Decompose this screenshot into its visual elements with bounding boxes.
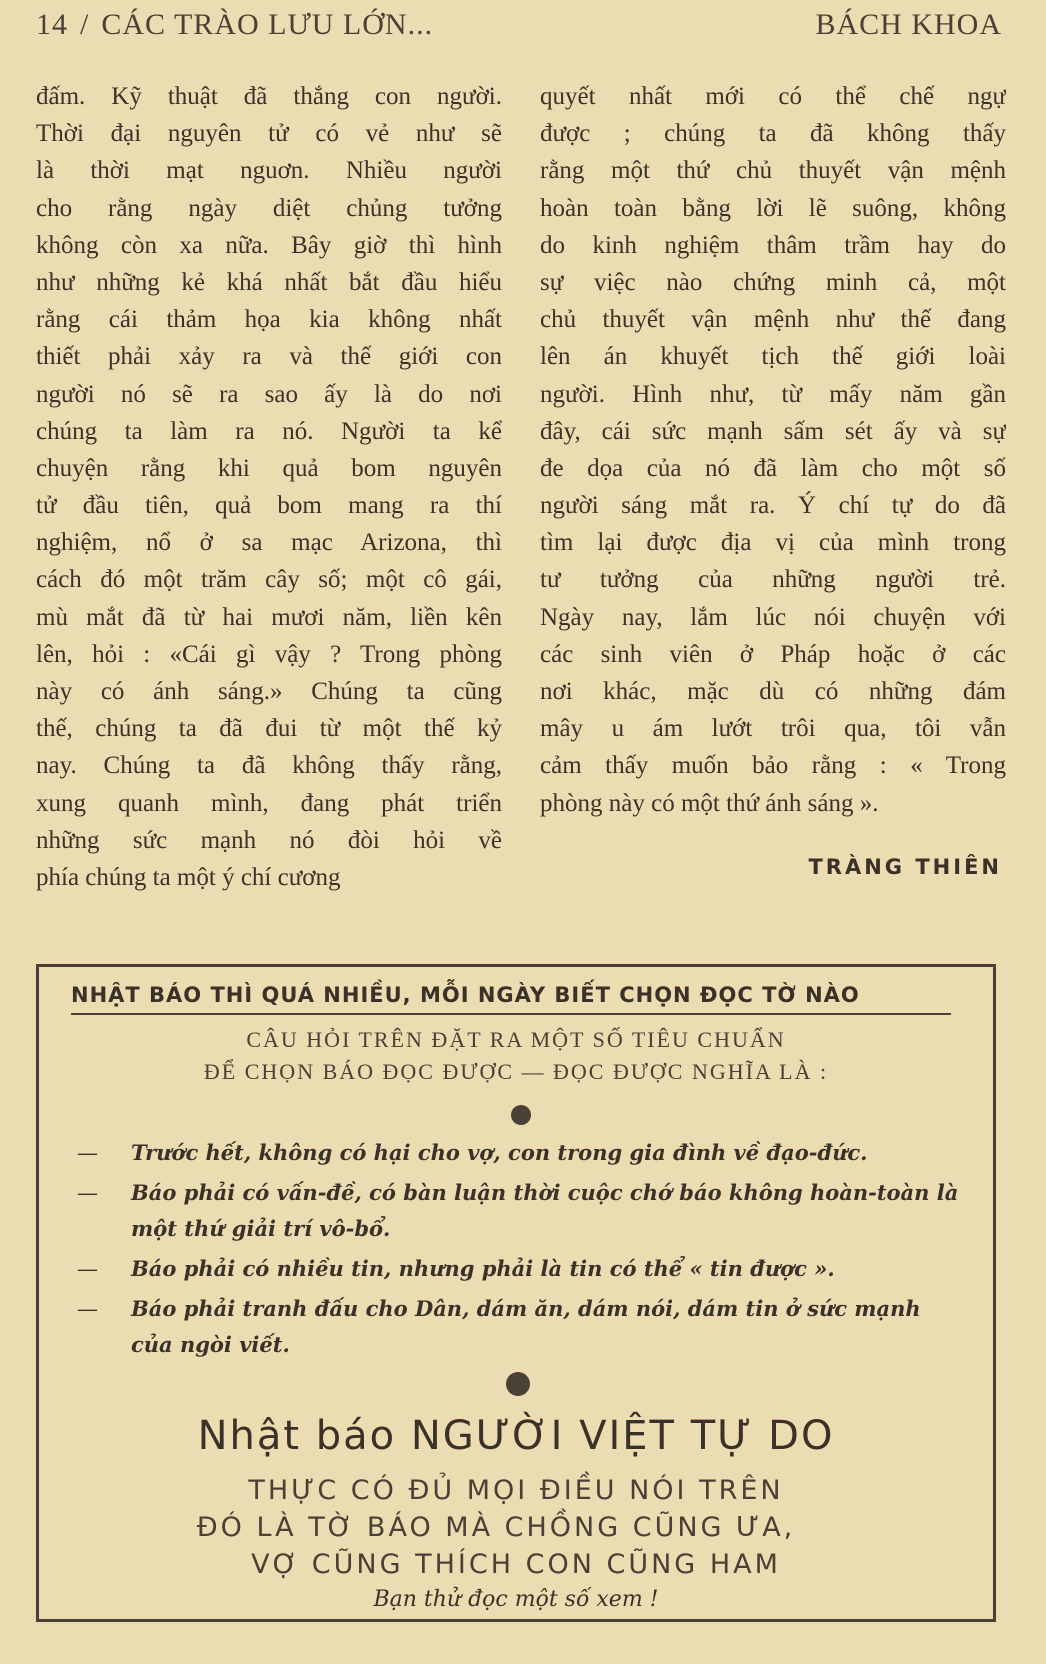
ad-intro-line-2: ĐỂ CHỌN BÁO ĐỌC ĐƯỢC — ĐỌC ĐƯỢC NGHĨA LÀ : bbox=[203, 1059, 829, 1084]
bullet-dot-ornament bbox=[506, 1372, 530, 1396]
article-text-line: được ; chúng ta đã không thấy bbox=[540, 120, 1006, 148]
article-text-line: mây u ám lướt trôi qua, tôi vẫn bbox=[540, 715, 1006, 743]
article-text-line: nghiệm, nổ ở sa mạc Arizona, thì bbox=[36, 529, 502, 557]
article-column-right bbox=[540, 78, 1006, 822]
article-text-line: Ngày nay, lắm lúc nói chuyện với bbox=[540, 603, 1006, 631]
criteria-dash: — bbox=[77, 1257, 98, 1281]
criteria-text: Báo phải có vấn-đề, có bàn luận thời cuộc chớ báo không hoàn-toàn là một thứ giải trí vô-bổ. bbox=[131, 1180, 959, 1241]
article-text-line: hoàn toàn bằng lời lẽ suông, không bbox=[540, 194, 1006, 222]
article-text-line: các sinh viên ở Pháp hoặc ở các bbox=[540, 640, 1006, 668]
article-text-line: không còn xa nữa. Bây giờ thì hình bbox=[36, 231, 502, 259]
article-text-line: là thời mạt nguơn. Nhiều người bbox=[36, 157, 502, 185]
criteria-dash: — bbox=[77, 1141, 98, 1165]
article-text-line: người. Hình như, từ mấy năm gần bbox=[540, 380, 1006, 408]
article-text-line: chuyện rằng khi quả bom nguyên bbox=[36, 454, 502, 482]
criteria-text: Báo phải tranh đấu cho Dân, dám ăn, dám nói, dám tin ở sức mạnh của ngòi viết. bbox=[131, 1296, 921, 1357]
newspaper-brand-title: Nhật báo NGƯỜI VIỆT TỰ DO bbox=[197, 1413, 835, 1459]
advertisement-box bbox=[36, 964, 996, 1622]
article-text-line: thế, chúng ta đã đui từ một thế kỷ bbox=[36, 715, 502, 743]
article-text-line: tư tưởng của những người trẻ. bbox=[540, 566, 1006, 594]
article-text-line: rằng một thứ chủ thuyết vận mệnh bbox=[540, 157, 1006, 185]
article-text-line: người sáng mắt ra. Ý chí tự do đã bbox=[540, 492, 1006, 520]
criteria-item bbox=[69, 1135, 969, 1171]
bullet-dot-ornament bbox=[511, 1105, 531, 1125]
running-header bbox=[36, 8, 1002, 48]
article-text-line: đấm. Kỹ thuật đã thắng con người. bbox=[36, 83, 502, 110]
article-text-line: tìm lại được địa vị của mình trong bbox=[540, 529, 1006, 557]
article-text-line: mù mắt đã từ hai mươi năm, liền kên bbox=[36, 603, 502, 631]
magazine-title: BÁCH KHOA bbox=[815, 8, 1002, 41]
brand-tagline-1: THỰC CÓ ĐỦ MỌI ĐIỀU NÓI TRÊN bbox=[248, 1475, 784, 1506]
criteria-dash: — bbox=[77, 1297, 98, 1321]
article-text-line: này có ánh sáng.» Chúng ta cũng bbox=[36, 678, 502, 705]
criteria-text: Trước hết, không có hại cho vợ, con trong gia đình về đạo-đức. bbox=[131, 1140, 868, 1165]
article-text-line: nay. Chúng ta đã không thấy rằng, bbox=[36, 752, 502, 780]
article-text-line: rằng cái thảm họa kia không nhất bbox=[36, 306, 502, 334]
article-text-line: quyết nhất mới có thể chế ngự bbox=[540, 83, 1006, 110]
article-column-left bbox=[36, 78, 502, 896]
article-text-line: cho rằng ngày diệt chủng tưởng bbox=[36, 194, 502, 222]
article-text-line: chủ thuyết vận mệnh như thế đang bbox=[540, 306, 1006, 334]
article-text-line: sự việc nào chứng minh cả, một bbox=[540, 268, 1006, 296]
call-to-action: Bạn thử đọc một số xem ! bbox=[373, 1587, 659, 1612]
article-text-line: lên, hỏi : «Cái gì vậy ? Trong phòng bbox=[36, 640, 502, 668]
article-text-line: người nó sẽ ra sao ấy là do nơi bbox=[36, 380, 502, 408]
article-text-line: do kinh nghiệm thâm trầm hay do bbox=[540, 231, 1006, 259]
ad-headline: NHẬT BÁO THÌ QUÁ NHIỀU, MỖI NGÀY BIẾT CHỌN ĐỌC TỜ NÀO bbox=[71, 983, 951, 1015]
brand-tagline-3: VỢ CŨNG THÍCH CON CŨNG HAM bbox=[251, 1549, 781, 1580]
page-number: 14 bbox=[36, 8, 68, 41]
criteria-text: Báo phải có nhiều tin, nhưng phải là tin có thể « tin được ». bbox=[131, 1256, 835, 1281]
article-text-line: như những kẻ khá nhất bắt đầu hiểu bbox=[36, 268, 502, 296]
article-text-line: tử đầu tiên, quả bom mang ra thí bbox=[36, 492, 502, 520]
criteria-dash: — bbox=[77, 1181, 98, 1205]
article-text-line: nơi khác, mặc dù có những đám bbox=[540, 678, 1006, 705]
article-text-line: đe dọa của nó đã làm cho một số bbox=[540, 454, 1006, 482]
article-text-line: xung quanh mình, đang phát triển bbox=[36, 789, 502, 817]
article-text-line: lên án khuyết tịch thế giới loài bbox=[540, 343, 1006, 371]
article-text-line: cảm thấy muốn bảo rằng : « Trong bbox=[540, 752, 1006, 780]
criteria-item bbox=[69, 1291, 969, 1363]
article-text-line: Thời đại nguyên tử có vẻ như sẽ bbox=[36, 120, 502, 148]
criteria-item bbox=[69, 1175, 969, 1247]
header-separator: / bbox=[80, 8, 90, 41]
article-text-line: cách đó một trăm cây số; một cô gái, bbox=[36, 566, 502, 594]
article-text-line: phòng này có một thứ ánh sáng ». bbox=[540, 789, 879, 817]
criteria-list bbox=[69, 1135, 969, 1367]
brand-tagline-2: ĐÓ LÀ TỜ BÁO MÀ CHỒNG CŨNG ƯA, bbox=[196, 1512, 796, 1543]
article-text-line: những sức mạnh nó đòi hỏi về bbox=[36, 826, 502, 854]
criteria-item bbox=[69, 1251, 969, 1287]
section-title: CÁC TRÀO LƯU LỚN... bbox=[101, 8, 434, 41]
article-text-line: phía chúng ta một ý chí cương bbox=[36, 863, 341, 891]
article-text-line: chúng ta làm ra nó. Người ta kể bbox=[36, 417, 502, 445]
header-left bbox=[36, 8, 433, 42]
article-text-line: thiết phải xảy ra và thế giới con bbox=[36, 343, 502, 371]
article-text-line: đây, cái sức mạnh sấm sét ấy và sự bbox=[540, 417, 1006, 445]
author-signature: TRÀNG THIÊN bbox=[808, 855, 1002, 879]
ad-intro-line-1: CÂU HỎI TRÊN ĐẶT RA MỘT SỐ TIÊU CHUẨN bbox=[246, 1027, 786, 1052]
